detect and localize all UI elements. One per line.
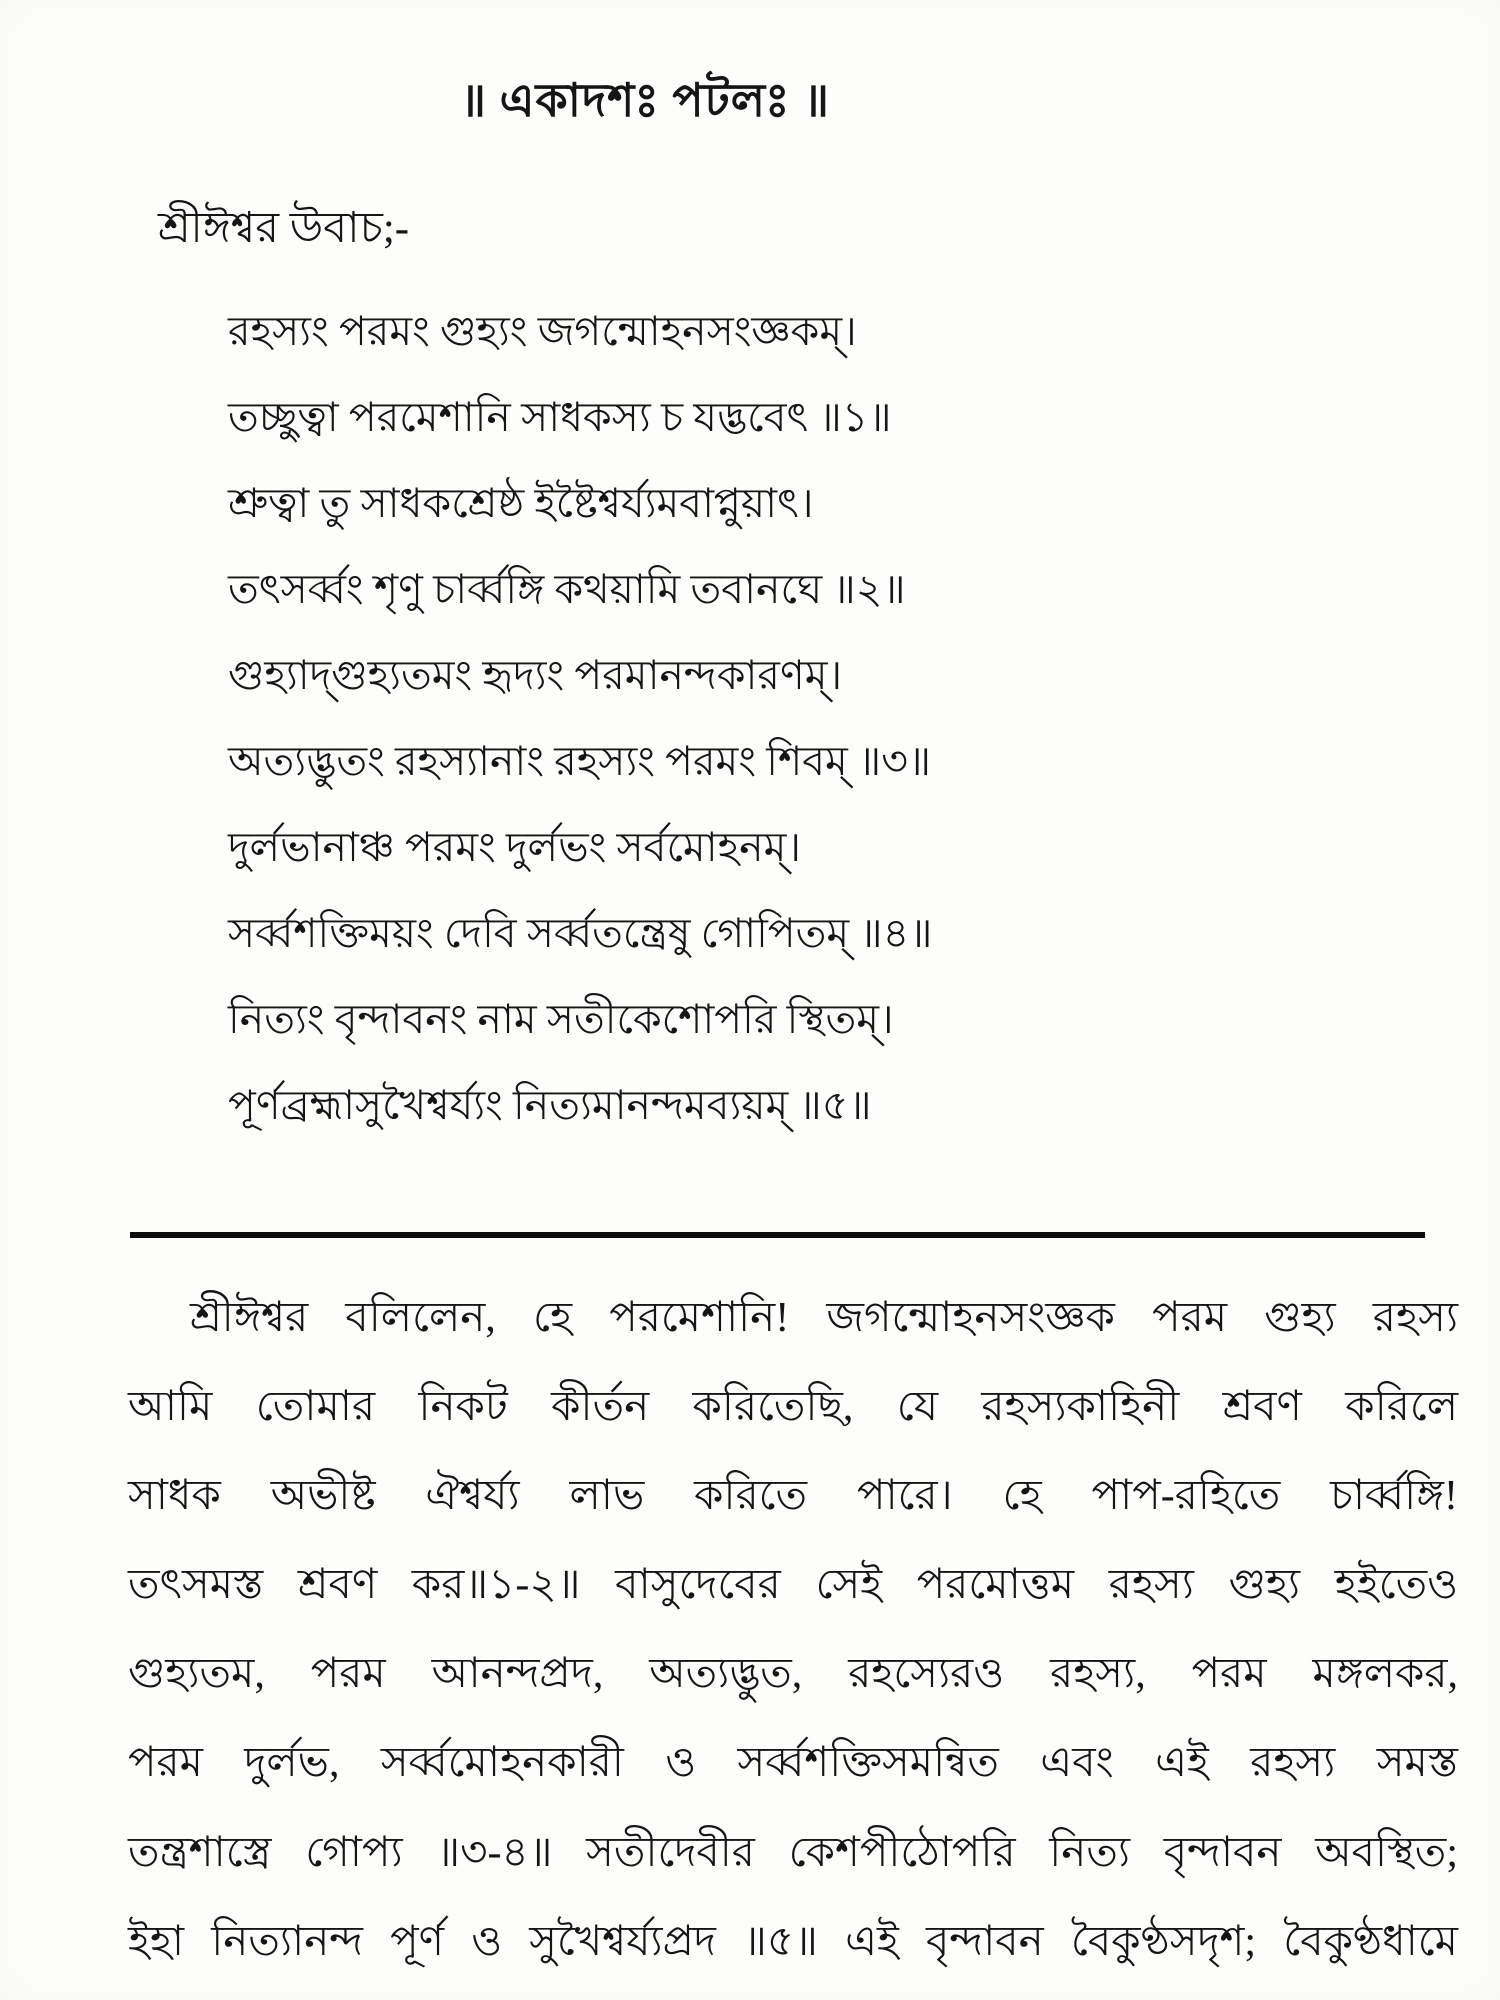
- verse-line: তৎসর্ব্বং শৃণু চার্ব্বঙ্গি কথয়ামি তবানঘে ॥২॥: [228, 566, 906, 613]
- verse-line: গুহ্যাদ্‌গুহ্যতমং হৃদ্যং পরমানন্দকারণম্।: [228, 652, 843, 699]
- verse-line: পূর্ণব্রহ্মাসুখৈশ্বর্য্যং নিত্যমানন্দমব্যয়ম্ ॥৫॥: [228, 1082, 872, 1129]
- chapter-heading: ॥ একাদশঃ পটলঃ ॥: [459, 75, 831, 126]
- commentary-line: তৎসমস্ত শ্রবণ কর॥১-২॥ বাসুদেবের সেই পরমোত্তম রহস্য গুহ্য হইতেও: [128, 1562, 1458, 1609]
- commentary-line: আমি তোমার নিকট কীর্তন করিতেছি, যে রহস্যকাহিনী শ্রবণ করিলে: [128, 1384, 1458, 1431]
- commentary-line: গুহ্যতম, পরম আনন্দপ্রদ, অত্যদ্ভুত, রহস্যেরও রহস্য, পরম মঙ্গলকর,: [128, 1651, 1458, 1698]
- commentary-line: ইহা নিত্যানন্দ পূর্ণ ও সুখৈশ্বর্য্যপ্রদ ॥৫॥ এই বৃন্দাবন বৈকুণ্ঠসদৃশ; বৈকুণ্ঠধামে: [128, 1918, 1458, 1965]
- verse-line: রহস্যং পরমং গুহ্যং জগন্মোহনসংজ্ঞকম্।: [228, 308, 857, 354]
- verse-line: অত্যদ্ভুতং রহস্যানাং রহস্যং পরমং শিবম্ ॥৩॥: [228, 738, 932, 785]
- verse-line: সর্ব্বশক্তিময়ং দেবি সর্ব্বতন্ত্রেষু গোপিতম্ ॥৪॥: [228, 910, 933, 957]
- speaker-attribution: শ্রীঈশ্বর উবাচ;-: [158, 205, 410, 252]
- verse-line: দুর্লভানাঞ্চ পরমং দুর্লভং সর্বমোহনম্।: [228, 824, 802, 871]
- commentary-line: শ্রীঈশ্বর বলিলেন, হে পরমেশানি! জগন্মোহনসংজ্ঞক পরম গুহ্য রহস্য: [190, 1295, 1458, 1341]
- verse-line: শ্রুত্বা তু সাধকশ্রেষ্ঠ ইষ্টৈশ্বর্য্যমবাপ্নুয়াৎ।: [228, 480, 814, 527]
- commentary-line: সাধক অভীষ্ট ঐশ্বর্য্য লাভ করিতে পারে। হে পাপ-রহিতে চার্ব্বঙ্গি!: [128, 1473, 1458, 1520]
- section-divider-rule: [130, 1232, 1425, 1238]
- commentary-section: [128, 1296, 1458, 2000]
- commentary-line: পরম দুর্লভ, সর্ব্বমোহনকারী ও সর্ব্বশক্তিসমন্বিত এবং এই রহস্য সমস্ত: [128, 1740, 1458, 1787]
- verse-line: তচ্ছুত্বা পরমেশানি সাধকস্য চ যদ্ভবেৎ ॥১॥: [228, 394, 892, 441]
- verse-line: নিত্যং বৃন্দাবনং নাম সতীকেশোপরি স্থিতম্।: [228, 996, 894, 1043]
- verse-section: [228, 310, 1440, 1170]
- commentary-line: তন্ত্রশাস্ত্রে গোপ্য ॥৩-৪॥ সতীদেবীর কেশপীঠোপরি নিত্য বৃন্দাবন অবস্থিত;: [128, 1829, 1458, 1876]
